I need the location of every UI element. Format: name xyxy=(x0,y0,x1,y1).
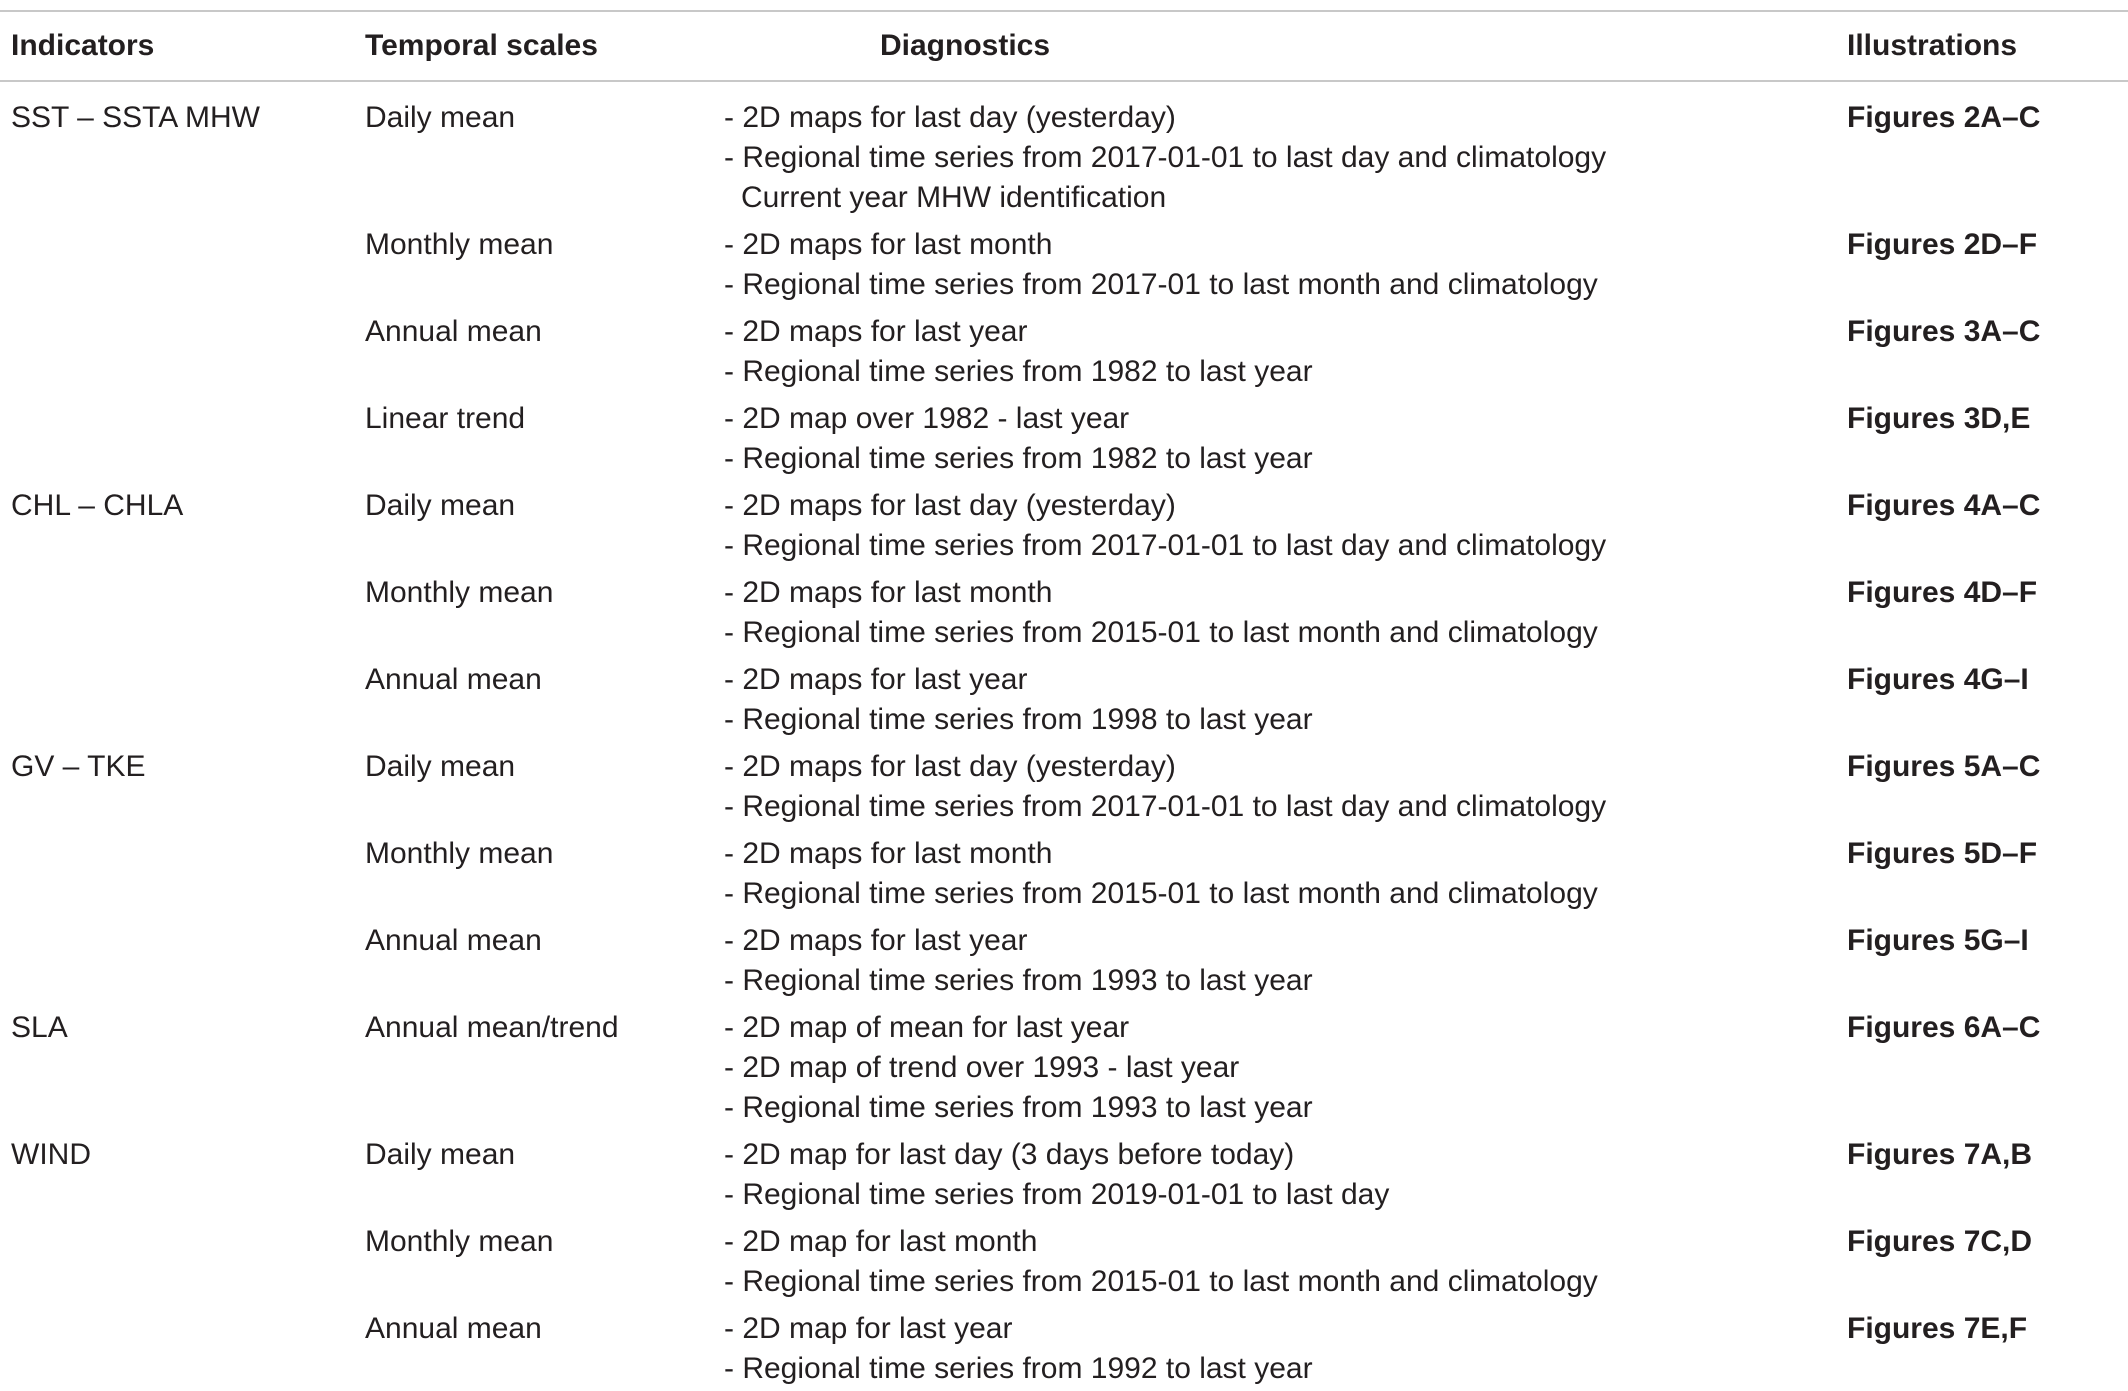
diagnostic-line: Current year MHW identification xyxy=(741,181,1167,214)
diagnostic-line: - Regional time series from 2019-01-01 to last day xyxy=(724,1178,1390,1211)
temporal-scale-cell: Daily mean xyxy=(365,750,516,783)
diagnostics-cell xyxy=(724,660,1313,740)
temporal-scale-cell: Annual mean xyxy=(365,924,542,957)
illustration-cell: Figures 5D–F xyxy=(1847,837,2038,870)
diagnostic-line: - Regional time series from 2017-01-01 to last day and climatology xyxy=(724,790,1607,823)
diagnostic-line: - Regional time series from 1993 to last year xyxy=(724,964,1313,997)
diagnostic-line: - 2D maps for last month xyxy=(724,837,1053,870)
diagnostic-line: - Regional time series from 2017-01-01 to last day and climatology xyxy=(724,529,1607,562)
temporal-scale-cell: Annual mean xyxy=(365,315,542,348)
illustration-cell: Figures 7E,F xyxy=(1847,1312,2028,1345)
diagnostics-cell xyxy=(724,1008,1313,1128)
diagnostics-cell xyxy=(724,1222,1598,1302)
diagnostics-cell xyxy=(724,1135,1389,1215)
illustration-cell: Figures 4D–F xyxy=(1847,576,2038,609)
illustration-cell: Figures 2D–F xyxy=(1847,228,2038,261)
diagnostics-cell xyxy=(724,486,1606,566)
diagnostic-line: - Regional time series from 1993 to last year xyxy=(724,1091,1313,1124)
temporal-scale-cell: Linear trend xyxy=(365,402,526,435)
illustration-cell: Figures 6A–C xyxy=(1847,1011,2041,1044)
indicator-cell: CHL – CHLA xyxy=(11,489,184,522)
diagnostics-cell xyxy=(724,921,1313,1001)
illustration-cell: Figures 4G–I xyxy=(1847,663,2029,696)
diagnostic-line: - 2D map of mean for last year xyxy=(724,1011,1130,1044)
diagnostics-cell xyxy=(724,573,1598,653)
diagnostic-line: - 2D map for last month xyxy=(724,1225,1038,1258)
indicator-cell: GV – TKE xyxy=(11,750,146,783)
diagnostic-line: - Regional time series from 1992 to last year xyxy=(724,1352,1313,1385)
diagnostic-line: - Regional time series from 2015-01 to last month and climatology xyxy=(724,877,1598,910)
diagnostics-cell xyxy=(724,399,1313,479)
temporal-scale-cell: Monthly mean xyxy=(365,576,554,609)
illustration-cell: Figures 3A–C xyxy=(1847,315,2041,348)
temporal-scale-cell: Annual mean xyxy=(365,1312,542,1345)
diagnostics-cell xyxy=(724,834,1598,914)
indicator-cell: WIND xyxy=(11,1138,91,1171)
temporal-scale-cell: Monthly mean xyxy=(365,837,554,870)
illustration-cell: Figures 7A,B xyxy=(1847,1138,2033,1171)
diagnostic-line: - 2D map for last year xyxy=(724,1312,1013,1345)
diagnostic-line: - 2D maps for last month xyxy=(724,228,1053,261)
diagnostics-cell xyxy=(724,312,1313,392)
diagnostic-line: - 2D maps for last month xyxy=(724,576,1053,609)
header-illustrations: Illustrations xyxy=(1847,29,2018,62)
illustration-cell: Figures 2A–C xyxy=(1847,101,2041,134)
diagnostic-line: - Regional time series from 2017-01 to last month and climatology xyxy=(724,268,1598,301)
diagnostics-cell xyxy=(724,225,1598,305)
diagnostic-line: - 2D maps for last year xyxy=(724,315,1028,348)
temporal-scale-cell: Monthly mean xyxy=(365,228,554,261)
header-diagnostics: Diagnostics xyxy=(880,29,1051,62)
diagnostic-line: - 2D maps for last day (yesterday) xyxy=(724,101,1176,134)
illustration-cell: Figures 5G–I xyxy=(1847,924,2029,957)
diagnostic-line: - Regional time series from 2015-01 to last month and climatology xyxy=(724,1265,1598,1298)
temporal-scale-cell: Annual mean xyxy=(365,663,542,696)
temporal-scale-cell: Daily mean xyxy=(365,101,516,134)
diagnostic-line: - Regional time series from 1982 to last year xyxy=(724,355,1313,388)
header-rule xyxy=(0,80,2128,82)
temporal-scale-cell: Annual mean/trend xyxy=(365,1011,619,1044)
temporal-scale-cell: Monthly mean xyxy=(365,1225,554,1258)
illustration-cell: Figures 3D,E xyxy=(1847,402,2031,435)
diagnostic-line: - 2D maps for last day (yesterday) xyxy=(724,489,1176,522)
illustration-cell: Figures 5A–C xyxy=(1847,750,2041,783)
header-temporal-scales: Temporal scales xyxy=(365,29,598,62)
diagnostic-line: - 2D map of trend over 1993 - last year xyxy=(724,1051,1240,1084)
indicator-cell: SST – SSTA MHW xyxy=(11,101,260,134)
diagnostic-line: - 2D map for last day (3 days before today) xyxy=(724,1138,1295,1171)
temporal-scale-cell: Daily mean xyxy=(365,1138,516,1171)
illustration-cell: Figures 7C,D xyxy=(1847,1225,2033,1258)
diagnostic-line: - 2D maps for last day (yesterday) xyxy=(724,750,1176,783)
header-indicators: Indicators xyxy=(11,29,155,62)
diagnostics-cell xyxy=(724,747,1606,827)
diagnostic-line: - Regional time series from 1982 to last year xyxy=(724,442,1313,475)
temporal-scale-cell: Daily mean xyxy=(365,489,516,522)
diagnostic-line: - Regional time series from 2015-01 to last month and climatology xyxy=(724,616,1598,649)
diagnostic-line: - Regional time series from 1998 to last year xyxy=(724,703,1313,736)
indicator-cell: SLA xyxy=(11,1011,68,1044)
diagnostic-line: - 2D map over 1982 - last year xyxy=(724,402,1130,435)
diagnostic-line: - Regional time series from 2017-01-01 to last day and climatology xyxy=(724,141,1607,174)
illustration-cell: Figures 4A–C xyxy=(1847,489,2041,522)
diagnostics-cell xyxy=(724,98,1606,218)
diagnostic-line: - 2D maps for last year xyxy=(724,924,1028,957)
diagnostic-line: - 2D maps for last year xyxy=(724,663,1028,696)
table-top-rule xyxy=(0,10,2128,12)
diagnostics-cell xyxy=(724,1309,1313,1389)
